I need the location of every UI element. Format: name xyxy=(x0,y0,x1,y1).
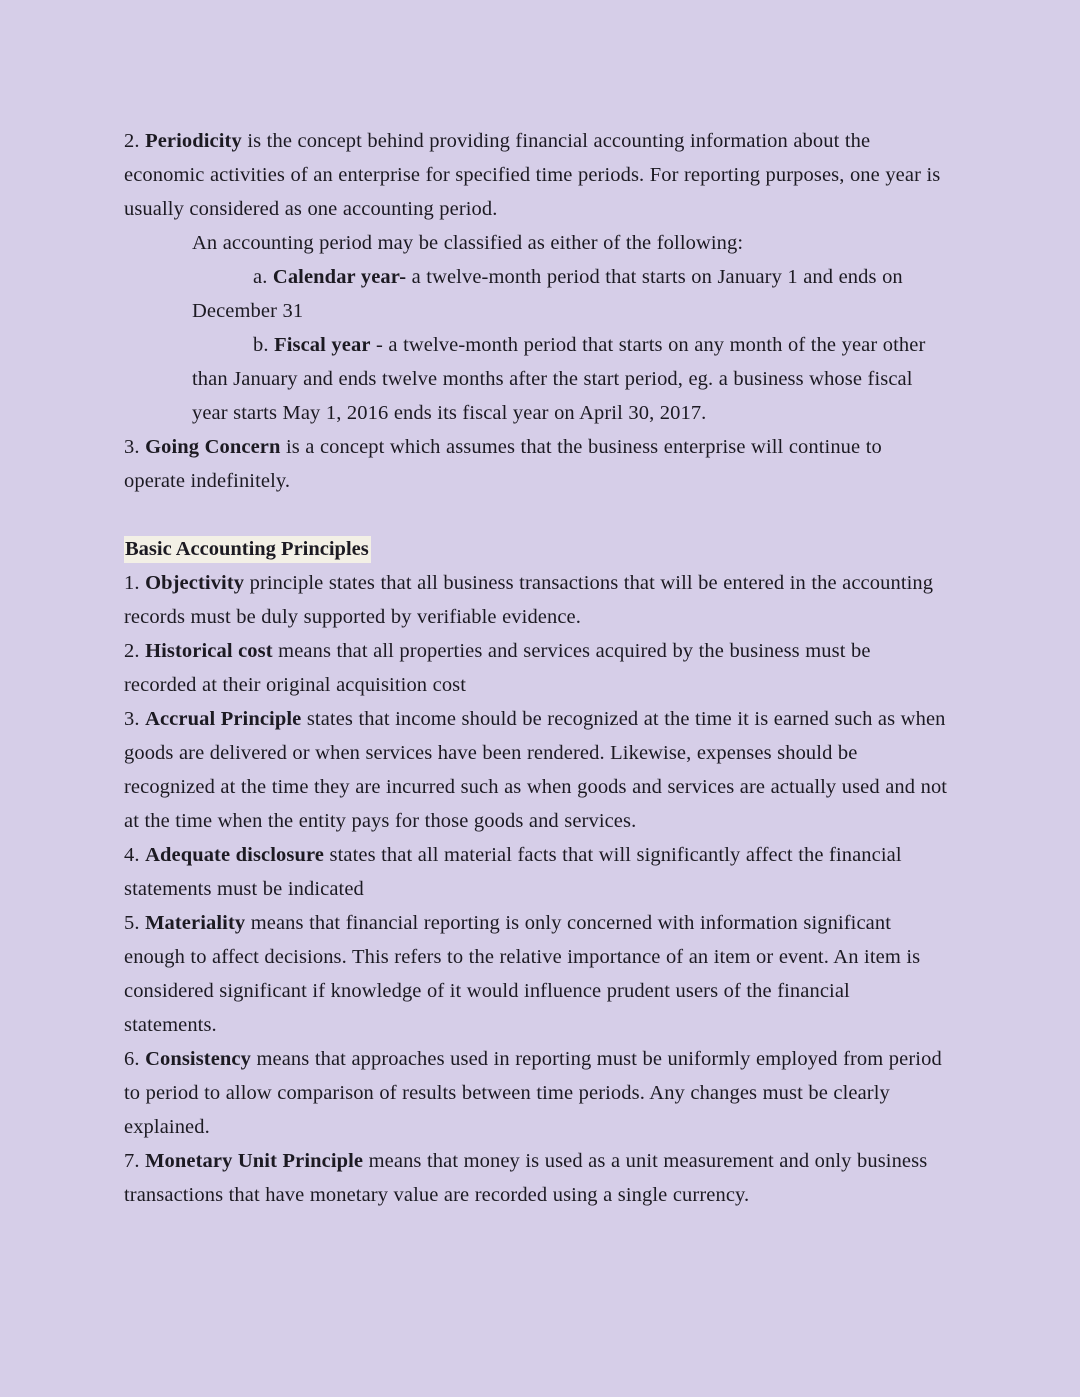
term-monetary-unit-principle: Monetary Unit Principle xyxy=(145,1150,364,1172)
term-going-concern: Going Concern xyxy=(145,436,281,458)
paragraph-going-concern xyxy=(124,430,948,498)
paragraph-text: - a twelve-month period that starts on any month of the year other than January and ends twelve months after the start period, eg. a business whose fiscal year starts May 1, 2016 ends its fiscal year on April 30, 2017. xyxy=(192,334,926,424)
paragraph-text: means that financial reporting is only concerned with information significant enough to affect decisions. This refers to the relative importance of an item or event. An item is considered significant if knowledge of it would influence prudent users of the financial statements. xyxy=(124,912,921,1036)
paragraph-calendar-year-continuation xyxy=(192,294,948,328)
list-number: b. xyxy=(253,334,269,356)
list-number: 4. xyxy=(124,844,140,866)
list-number: 6. xyxy=(124,1048,140,1070)
paragraph-monetary-unit-principle xyxy=(124,1144,948,1212)
term-adequate-disclosure: Adequate disclosure xyxy=(145,844,325,866)
list-number: 1. xyxy=(124,572,140,594)
paragraph-materiality xyxy=(124,906,948,1042)
term-periodicity: Periodicity xyxy=(145,130,242,152)
paragraph-accrual-principle xyxy=(124,702,948,838)
paragraph-text: is a concept which assumes that the business enterprise will continue to operate indefinitely. xyxy=(124,436,882,492)
paragraph-fiscal-year xyxy=(192,328,948,430)
paragraph-calendar-year xyxy=(192,260,948,294)
paragraph-text: means that all properties and services acquired by the business must be recorded at their original acquisition cost xyxy=(124,640,871,696)
list-number: 7. xyxy=(124,1150,140,1172)
section-heading-basic-accounting-principles xyxy=(124,532,948,566)
term-objectivity: Objectivity xyxy=(145,572,245,594)
paragraph-text: states that all material facts that will significantly affect the financial statements must be indicated xyxy=(124,844,902,900)
paragraph-text: a twelve-month period that starts on January 1 and ends on xyxy=(406,266,903,288)
paragraph-text: is the concept behind providing financial accounting information about the economic activities of an enterprise for specified time periods. For reporting purposes, one year is usually considered as one accounting period. xyxy=(124,130,941,220)
paragraph-text: principle states that all business transactions that will be entered in the accounting records must be duly supported by verifiable evidence. xyxy=(124,572,934,628)
paragraph-objectivity xyxy=(124,566,948,634)
paragraph-adequate-disclosure xyxy=(124,838,948,906)
highlight-span: Basic Accounting Principles xyxy=(124,536,371,563)
term-historical-cost: Historical cost xyxy=(145,640,273,662)
term-materiality: Materiality xyxy=(145,912,246,934)
paragraph-historical-cost xyxy=(124,634,948,702)
list-number: 5. xyxy=(124,912,140,934)
paragraph-text: December 31 xyxy=(192,300,304,322)
paragraph-text: means that money is used as a unit measurement and only business transactions that have monetary value are recorded using a single currency. xyxy=(124,1150,928,1206)
term-fiscal-year: Fiscal year xyxy=(274,334,371,356)
paragraph-accounting-period-intro xyxy=(124,226,948,260)
paragraph-text: states that income should be recognized at the time it is earned such as when goods are delivered or when services have been rendered. Likewise, expenses should be recognized at the time they are incurred such as when goods and services are actually used and not at the time when the entity pays for those goods and services. xyxy=(124,708,948,832)
document-body xyxy=(124,124,948,1212)
paragraph-spacer xyxy=(124,498,948,532)
list-number: 2. xyxy=(124,640,140,662)
paragraph-text: means that approaches used in reporting must be uniformly employed from period to period to allow comparison of results between time periods. Any changes must be clearly explained. xyxy=(124,1048,942,1138)
term-consistency: Consistency xyxy=(145,1048,251,1070)
term-accrual-principle: Accrual Principle xyxy=(145,708,302,730)
paragraph-periodicity xyxy=(124,124,948,226)
term-calendar-year: Calendar year- xyxy=(272,266,407,288)
paragraph-text: An accounting period may be classified as either of the following: xyxy=(192,232,744,254)
list-number: 3. xyxy=(124,436,140,458)
paragraph-consistency xyxy=(124,1042,948,1144)
list-number: 2. xyxy=(124,130,140,152)
list-number: 3. xyxy=(124,708,140,730)
list-number: a. xyxy=(253,266,268,288)
